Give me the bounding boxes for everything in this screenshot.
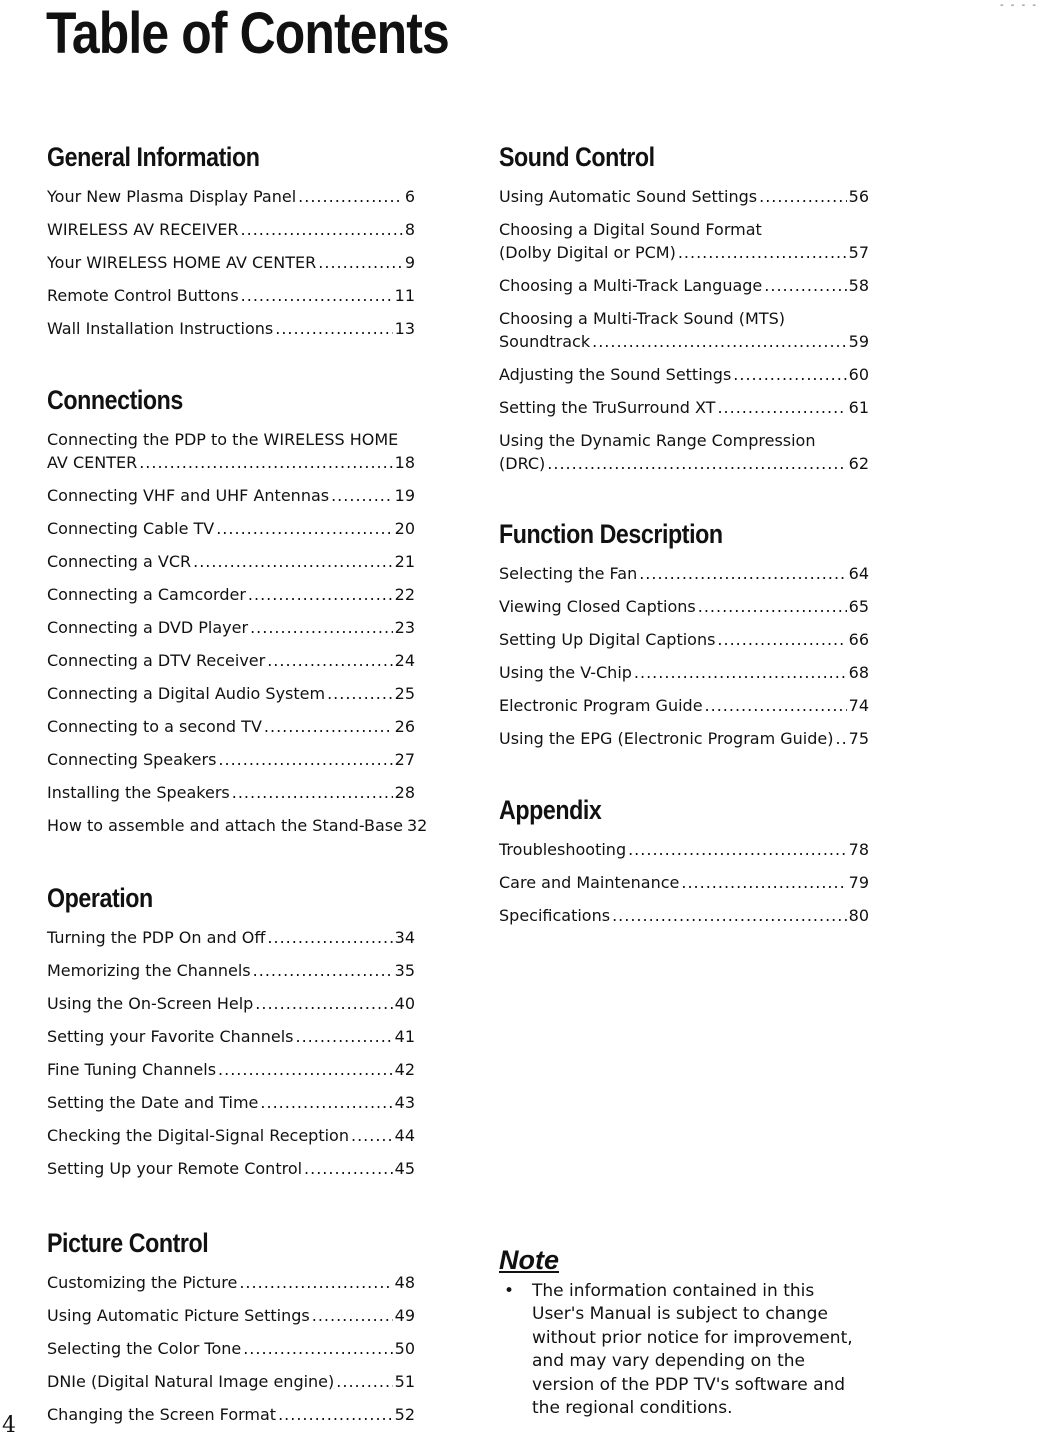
entry-page-number: 60 bbox=[848, 365, 869, 384]
section-sound-control bbox=[499, 136, 869, 486]
entry-title: Choosing a Multi-Track Language bbox=[499, 276, 763, 295]
dot-leader bbox=[260, 1092, 392, 1115]
entry-page-number: 18 bbox=[394, 452, 415, 472]
entry-title: Using the On-Screen Help bbox=[47, 994, 254, 1013]
entry-page-number: 28 bbox=[394, 783, 415, 802]
entry-page-number: 41 bbox=[394, 1027, 415, 1046]
entry-title: Your New Plasma Display Panel bbox=[47, 187, 297, 206]
entry-title: Connecting Cable TV bbox=[47, 519, 215, 538]
entry-title-line: Connecting the PDP to the WIRELESS HOME bbox=[47, 430, 399, 449]
entry-title: Installing the Speakers bbox=[47, 783, 230, 802]
dot-leader bbox=[327, 683, 393, 706]
entry-page-number: 24 bbox=[394, 651, 415, 670]
toc-entry bbox=[47, 993, 415, 1026]
entry-page-number: 34 bbox=[394, 928, 415, 947]
entry-title: Turning the PDP On and Off bbox=[47, 928, 266, 947]
entry-page-number: 27 bbox=[394, 750, 415, 769]
toc-entry bbox=[47, 1092, 415, 1125]
dot-leader bbox=[267, 650, 392, 673]
toc-entry bbox=[47, 815, 428, 848]
entry-page-number: 26 bbox=[394, 717, 415, 736]
entry-title: Connecting a DTV Receiver bbox=[47, 651, 266, 670]
entry-title: AV CENTER bbox=[47, 452, 138, 472]
dot-leader bbox=[547, 453, 846, 476]
toc-entry bbox=[47, 551, 415, 584]
entry-page-number: 21 bbox=[394, 552, 415, 571]
dot-leader bbox=[241, 285, 393, 308]
dot-leader bbox=[634, 662, 847, 685]
entry-title: Troubleshooting bbox=[499, 840, 627, 859]
entry-page-number: 58 bbox=[848, 276, 869, 295]
toc-list bbox=[47, 1272, 415, 1437]
dot-leader bbox=[243, 1338, 392, 1361]
dot-leader bbox=[717, 629, 846, 652]
entry-title: Connecting VHF and UHF Antennas bbox=[47, 486, 330, 505]
entry-title: Using the EPG (Electronic Program Guide) bbox=[499, 729, 834, 748]
toc-entry bbox=[47, 1305, 415, 1338]
entry-page-number: 44 bbox=[394, 1126, 415, 1145]
entry-page-number: 19 bbox=[394, 486, 415, 505]
toc-entry bbox=[47, 1272, 415, 1305]
entry-page-number: 6 bbox=[404, 187, 415, 206]
entry-page-number: 64 bbox=[848, 564, 869, 583]
dot-leader bbox=[678, 242, 847, 265]
toc-entry bbox=[47, 429, 415, 485]
section-picture-control bbox=[47, 1222, 415, 1437]
toc-entry bbox=[47, 1158, 415, 1191]
dot-leader bbox=[232, 782, 393, 805]
dot-leader bbox=[218, 1059, 393, 1082]
dot-leader bbox=[698, 596, 847, 619]
entry-page-number: 49 bbox=[394, 1306, 415, 1325]
entry-title: Care and Maintenance bbox=[499, 873, 680, 892]
toc-list bbox=[499, 186, 869, 486]
entry-title: Memorizing the Channels bbox=[47, 961, 251, 980]
entry-title: Setting your Favorite Channels bbox=[47, 1027, 294, 1046]
toc-entry bbox=[47, 285, 415, 318]
dot-leader bbox=[764, 275, 846, 298]
entry-title: Setting Up your Remote Control bbox=[47, 1159, 303, 1178]
entry-title: Connecting a Digital Audio System bbox=[47, 684, 326, 703]
toc-entry bbox=[47, 782, 415, 815]
entry-page-number: 59 bbox=[848, 331, 869, 351]
dot-leader bbox=[681, 872, 846, 895]
entry-page-number: 9 bbox=[404, 253, 415, 272]
toc-entry bbox=[47, 219, 415, 252]
toc-entry bbox=[47, 1338, 415, 1371]
toc-entry bbox=[47, 186, 415, 219]
dot-leader bbox=[298, 186, 403, 209]
dot-leader bbox=[264, 716, 393, 739]
toc-list bbox=[47, 186, 415, 351]
entry-page-number: 23 bbox=[394, 618, 415, 637]
dot-leader bbox=[318, 252, 403, 275]
dot-leader bbox=[304, 1158, 393, 1181]
dot-leader bbox=[239, 1272, 392, 1295]
entry-page-number: 13 bbox=[394, 319, 415, 338]
dot-leader bbox=[628, 839, 847, 862]
toc-entry bbox=[499, 186, 869, 219]
entry-title-line: Choosing a Digital Sound Format bbox=[499, 220, 762, 239]
entry-title: Setting Up Digital Captions bbox=[499, 630, 716, 649]
toc-entry bbox=[47, 927, 415, 960]
dot-leader bbox=[193, 551, 393, 574]
toc-entry bbox=[47, 749, 415, 782]
toc-entry bbox=[47, 1371, 415, 1404]
toc-entry bbox=[499, 728, 869, 761]
entry-title-line: Choosing a Multi-Track Sound (MTS) bbox=[499, 309, 785, 328]
entry-title: Remote Control Buttons bbox=[47, 286, 239, 305]
entry-page-number: 25 bbox=[394, 684, 415, 703]
section-heading: Sound Control bbox=[499, 142, 655, 172]
section-heading: Operation bbox=[47, 883, 153, 913]
toc-entry bbox=[499, 662, 869, 695]
entry-page-number: 56 bbox=[848, 187, 869, 206]
toc-entry bbox=[499, 430, 869, 486]
toc-entry bbox=[47, 1059, 415, 1092]
entry-title: Customizing the Picture bbox=[47, 1273, 238, 1292]
entry-page-number: 79 bbox=[848, 873, 869, 892]
toc-list bbox=[47, 429, 428, 848]
entry-title: Adjusting the Sound Settings bbox=[499, 365, 732, 384]
entry-page-number: 8 bbox=[404, 220, 415, 239]
entry-page-number: 43 bbox=[394, 1093, 415, 1112]
entry-title: Fine Tuning Channels bbox=[47, 1060, 217, 1079]
toc-entry bbox=[47, 485, 415, 518]
section-connections bbox=[47, 379, 428, 848]
toc-entry bbox=[47, 584, 415, 617]
toc-list bbox=[499, 563, 869, 761]
toc-entry bbox=[499, 872, 869, 905]
toc-entry bbox=[499, 219, 869, 275]
toc-entry bbox=[47, 1125, 415, 1158]
page-number: 4 bbox=[2, 1413, 16, 1438]
entry-title: Connecting a DVD Player bbox=[47, 618, 249, 637]
entry-title: How to assemble and attach the Stand-Base bbox=[47, 816, 403, 835]
toc-entry bbox=[47, 252, 415, 285]
dot-leader bbox=[250, 617, 393, 640]
entry-title: Connecting Speakers bbox=[47, 750, 217, 769]
entry-page-number: 61 bbox=[848, 398, 869, 417]
toc-entry bbox=[499, 308, 869, 364]
dot-leader bbox=[639, 563, 846, 586]
dot-leader bbox=[351, 1125, 393, 1148]
entry-page-number: 68 bbox=[848, 663, 869, 682]
entry-page-number: 65 bbox=[848, 597, 869, 616]
entry-page-number: 48 bbox=[394, 1273, 415, 1292]
dot-leader bbox=[733, 364, 846, 387]
entry-title: WIRELESS AV RECEIVER bbox=[47, 220, 239, 239]
entry-page-number: 62 bbox=[848, 453, 869, 473]
dot-leader bbox=[248, 584, 393, 607]
dot-leader bbox=[267, 927, 392, 950]
dot-leader bbox=[331, 485, 393, 508]
toc-entry bbox=[47, 518, 415, 551]
dot-leader bbox=[592, 331, 847, 354]
toc-entry bbox=[499, 905, 869, 938]
corner-mark: - - - - bbox=[1000, 0, 1038, 11]
section-heading: Appendix bbox=[499, 795, 602, 825]
note-text: The information contained in this User's Manual is subject to change without prior notice for improvement, and may vary depending on the version of the PDP TV's software and the regional conditions. bbox=[532, 1281, 853, 1419]
entry-title-line: Using the Dynamic Range Compression bbox=[499, 431, 816, 450]
entry-title: Using Automatic Picture Settings bbox=[47, 1306, 310, 1325]
toc-entry bbox=[47, 617, 415, 650]
toc-entry bbox=[499, 839, 869, 872]
dot-leader bbox=[253, 960, 393, 983]
entry-title: Connecting to a second TV bbox=[47, 717, 262, 736]
section-heading: Picture Control bbox=[47, 1228, 209, 1258]
entry-title: Viewing Closed Captions bbox=[499, 597, 696, 616]
entry-page-number: 75 bbox=[848, 729, 869, 748]
page-title: Table of Contents bbox=[46, 1, 449, 66]
entry-page-number: 66 bbox=[848, 630, 869, 649]
section-heading: General Information bbox=[47, 142, 260, 172]
dot-leader bbox=[295, 1026, 392, 1049]
entry-title: (Dolby Digital or PCM) bbox=[499, 242, 676, 262]
toc-entry bbox=[499, 629, 869, 662]
entry-page-number: 20 bbox=[394, 519, 415, 538]
entry-page-number: 40 bbox=[394, 994, 415, 1013]
entry-page-number: 35 bbox=[394, 961, 415, 980]
toc-entry bbox=[47, 1404, 415, 1437]
dot-leader bbox=[216, 518, 392, 541]
toc-entry bbox=[47, 683, 415, 716]
toc-entry bbox=[499, 397, 869, 430]
entry-title: Wall Installation Instructions bbox=[47, 319, 274, 338]
entry-page-number: 51 bbox=[394, 1372, 415, 1391]
entry-title: (DRC) bbox=[499, 453, 546, 473]
entry-title: Your WIRELESS HOME AV CENTER bbox=[47, 253, 317, 272]
section-heading: Function Description bbox=[499, 519, 723, 549]
entry-title: Electronic Program Guide bbox=[499, 696, 703, 715]
entry-page-number: 45 bbox=[394, 1159, 415, 1178]
dot-leader bbox=[759, 186, 847, 209]
toc-entry bbox=[499, 596, 869, 629]
dot-leader bbox=[275, 318, 392, 341]
dot-leader bbox=[241, 219, 403, 242]
dot-leader bbox=[312, 1305, 393, 1328]
dot-leader bbox=[717, 397, 846, 420]
entry-page-number: 50 bbox=[394, 1339, 415, 1358]
dot-leader bbox=[139, 452, 392, 475]
entry-title: Using the V-Chip bbox=[499, 663, 632, 682]
section-function-description bbox=[499, 513, 869, 761]
dot-leader bbox=[278, 1404, 393, 1427]
entry-page-number: 22 bbox=[394, 585, 415, 604]
entry-title: DNIe (Digital Natural Image engine) bbox=[47, 1372, 335, 1391]
entry-title: Setting the Date and Time bbox=[47, 1093, 259, 1112]
entry-page-number: 57 bbox=[848, 242, 869, 262]
entry-title: Changing the Screen Format bbox=[47, 1405, 277, 1424]
section-operation bbox=[47, 877, 415, 1191]
toc-entry bbox=[499, 563, 869, 596]
toc-entry bbox=[499, 695, 869, 728]
entry-page-number: 52 bbox=[394, 1405, 415, 1424]
toc-entry bbox=[499, 364, 869, 397]
note-box bbox=[499, 1240, 879, 1420]
entry-title: Checking the Digital-Signal Reception bbox=[47, 1126, 349, 1145]
entry-page-number: 74 bbox=[848, 696, 869, 715]
dot-leader bbox=[835, 728, 846, 751]
toc-list bbox=[47, 927, 415, 1191]
dot-leader bbox=[255, 993, 392, 1016]
toc-entry bbox=[499, 275, 869, 308]
dot-leader bbox=[612, 905, 847, 928]
entry-page-number: 11 bbox=[394, 286, 415, 305]
toc-entry bbox=[47, 1026, 415, 1059]
entry-title: Selecting the Fan bbox=[499, 564, 638, 583]
toc-entry bbox=[47, 318, 415, 351]
section-heading: Connections bbox=[47, 385, 183, 415]
toc-entry bbox=[47, 650, 415, 683]
section-appendix bbox=[499, 789, 869, 938]
entry-title: Connecting a VCR bbox=[47, 552, 192, 571]
entry-title: Setting the TruSurround XT bbox=[499, 398, 716, 417]
bullet-icon: • bbox=[504, 1281, 515, 1301]
toc-entry bbox=[47, 960, 415, 993]
entry-page-number: 42 bbox=[394, 1060, 415, 1079]
dot-leader bbox=[218, 749, 392, 772]
entry-page-number: 78 bbox=[848, 840, 869, 859]
entry-title: Selecting the Color Tone bbox=[47, 1339, 242, 1358]
entry-title: Specifications bbox=[499, 906, 611, 925]
entry-title: Soundtrack bbox=[499, 331, 591, 351]
section-general-information bbox=[47, 136, 415, 351]
entry-page-number: 32 bbox=[406, 816, 428, 835]
toc-entry bbox=[47, 716, 415, 749]
toc-list bbox=[499, 839, 869, 938]
entry-title: Connecting a Camcorder bbox=[47, 585, 246, 604]
entry-page-number: 80 bbox=[848, 906, 869, 925]
dot-leader bbox=[705, 695, 847, 718]
dot-leader bbox=[336, 1371, 392, 1394]
note-heading: Note bbox=[499, 1245, 559, 1275]
entry-title: Using Automatic Sound Settings bbox=[499, 187, 758, 206]
